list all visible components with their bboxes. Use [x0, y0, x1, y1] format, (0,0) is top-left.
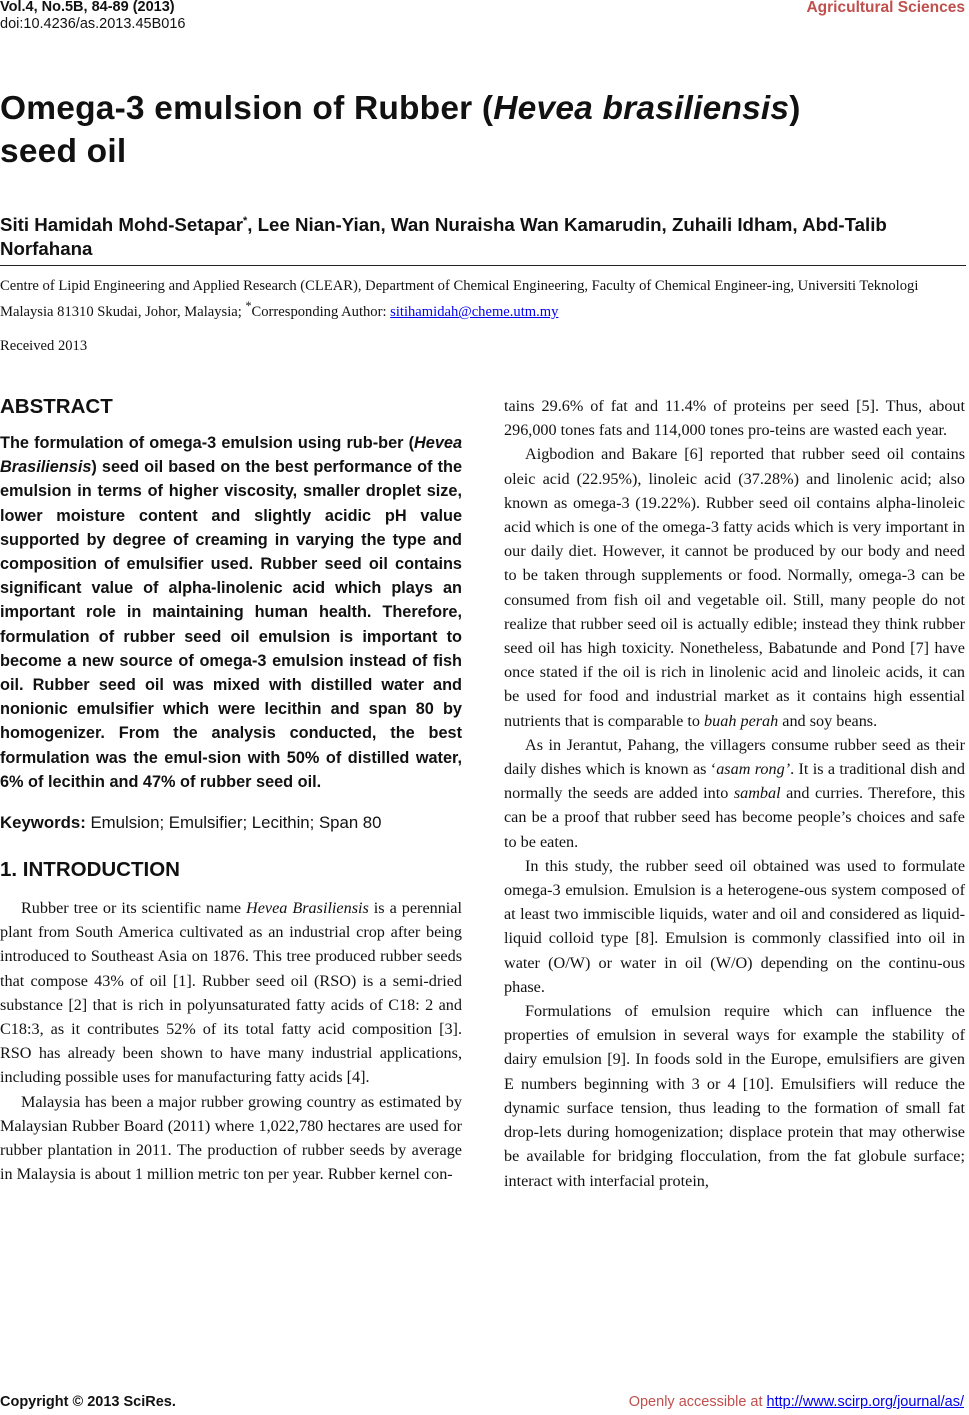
keywords-label: Keywords: [0, 813, 86, 833]
copyright-notice: Copyright © 2013 SciRes. [0, 1394, 176, 1410]
right-column [504, 394, 965, 1193]
journal-name: Agricultural Sciences [806, 0, 965, 16]
volume-info: Vol.4, No.5B, 84-89 (2013) [0, 0, 175, 15]
paragraph-species: Hevea Brasiliensis [246, 899, 369, 918]
body-paragraph [504, 442, 965, 732]
received-date: Received 2013 [0, 338, 88, 354]
paragraph-text: As in Jerantut, Pahang, the villagers consume rubber seed as their daily dishes which is known as ‘ [504, 735, 965, 779]
paragraph-italic: sambal [733, 784, 781, 803]
corresponding-label: Corresponding Author: [251, 303, 391, 320]
abstract-species: Hevea Brasiliensis [0, 434, 462, 477]
header-divider [0, 265, 966, 266]
body-paragraph [504, 733, 965, 854]
title-species: Hevea brasiliensis [493, 90, 790, 127]
keywords [0, 812, 462, 834]
body-paragraph: Formulations of emulsion require which can influence the properties of emulsion in several ways for example the stability of dairy emulsion [9]. In foods sold in the Europe, emulsifiers are given E numbers beginning with 3 or 4 [10]. Emulsifiers will reduce the dynamic surface tension, thus leading to the formation of small fat drop-lets during homogenization; displace protein that may otherwise be available for bridging flocculation, from the fat globule surface; interact with interfacial protein, [504, 1002, 965, 1190]
first-author: Siti Hamidah Mohd-Setapar [0, 214, 243, 236]
running-header [0, 0, 185, 33]
other-authors: , Lee Nian-Yian, Wan Nuraisha Wan Kamarudin, Zuhaili Idham, Abd-Talib Norfahana [0, 214, 887, 260]
title-part: ) [789, 90, 801, 127]
author-list [0, 209, 965, 261]
journal-url-link[interactable]: http://www.scirp.org/journal/as/ [766, 1394, 964, 1410]
body-paragraph: tains 29.6% of fat and 11.4% of proteins per seed [5]. Thus, about 296,000 tones fats and 114,000 tones pro-teins are wasted each year. [504, 397, 965, 440]
abstract-text [0, 431, 462, 794]
abstract-heading: ABSTRACT [0, 395, 113, 418]
intro-paragraph: Malaysia has been a major rubber growing country as estimated by Malaysian Rubber Board (2011) where 1,022,780 hectares are used for rubber plantation in 2011. The production of rubber seeds by average in Malaysia is about 1 million metric ton per year. Rubber kernel con- [0, 1092, 462, 1184]
corresponding-mark: * [242, 215, 248, 227]
access-notice [629, 1394, 964, 1410]
paragraph-text: is a perennial plant from South America cultivated as an industrial crop after being introduced to Southeast Asia on 1876. This tree produced rubber seeds that compose 43% of oil [1]. Rubber seed oil (RSO) is a semi-dried substance [2] that is rich in polyunsaturated fatty acids of C18: 2 and C18:3, as it contributes 52% of its total fatty acid composition [3]. RSO has already been shown to have many industrial applications, including possible uses for manufacturing fatty acids [4]. [0, 899, 462, 1087]
paragraph-text: and curries. Therefore, this can be a proof that rubber seed has become people’s choices and safe to be eaten. [504, 784, 966, 851]
intro-heading: 1. INTRODUCTION [0, 858, 180, 882]
keywords-list: Emulsion; Emulsifier; Lecithin; Span 80 [85, 813, 382, 833]
left-column [0, 394, 462, 1186]
title-part: Omega-3 emulsion of Rubber ( [0, 90, 494, 127]
corresponding-mark: * [245, 299, 252, 313]
abstract-text-part: The formulation of omega-3 emulsion using rub-ber ( [0, 434, 415, 452]
access-label: Openly accessible at [628, 1394, 767, 1410]
affiliation-text: Centre of Lipid Engineering and Applied Research (CLEAR), Department of Chemical Engineering, Faculty of Chemical Engineer-ing, Universiti Teknologi Malaysia 81310 Skudai, Johor, Malaysia; [0, 278, 919, 320]
abstract-text-part: ) seed oil based on the best performance of the emulsion in terms of higher viscosity, smaller droplet size, lower moisture content and slightly acidic pH value supported by degree of creaming in varying the type and composition of emulsifier used. Rubber seed oil contains significant value of alpha-linolenic acid which plays an important role in maintaining human health. Therefore, formulation of rubber seed oil emulsion is important to become a new source of omega-3 emulsion instead of fish oil. Rubber seed oil was mixed with distilled water and nonionic emulsifier which were lecithin and span 80 by homogenizer. From the analysis conducted, the best formulation was the emul-sion with 50% of distilled water, 6% of lecithin and 47% of rubber seed oil. [0, 458, 462, 791]
title-line2: seed oil [0, 133, 127, 170]
paragraph-text: and soy beans. [778, 711, 878, 730]
paragraph-italic: asam rong’ [716, 760, 791, 779]
affiliation [0, 276, 966, 322]
intro-paragraph [0, 896, 462, 1090]
paragraph-text: . It is a traditional dish and normally the seeds are added into [504, 760, 965, 803]
paragraph-text: Rubber tree or its scientific name [21, 899, 247, 918]
author-email-link[interactable]: sitihamidah@cheme.utm.my [390, 303, 559, 320]
doi: doi:10.4236/as.2013.45B016 [0, 16, 186, 32]
paragraph-text: Aigbodion and Bakare [6] reported that rubber seed oil contains oleic acid (22.95%), linoleic acid (37.28%) and linolenic acid; also known as omega-3 (19.22%). Rubber seed oil contains alpha-linoleic acid which is one of the omega-3 fatty acids which is very important in our daily diet. However, it cannot be produced by our body and need to be taken through supplements or food. Normally, omega-3 can be consumed from fish oil and vegetable oil. Still, many people do not realize that rubber seed oil is actually edible; instead they think rubber seed oil has high toxicity. Nonetheless, Babatunde and Pond [7] have once stated if the oil is rich in linolenic acid and linoleic acids, it can be used for food and industrial market as it contains high essential nutrients that is comparable to [504, 445, 965, 730]
paragraph-italic: buah perah [704, 711, 779, 730]
body-paragraph: In this study, the rubber seed oil obtained was used to formulate omega-3 emulsion. Emulsion is a heterogene-ous system composed of at least two immiscible liquids, water and oil and considered as liquid-liquid colloid type [8]. Emulsion is commonly classified into oil in water (O/W) or water in oil (W/O) depending on the continu-ous phase. [504, 856, 965, 996]
paper-title [0, 87, 965, 173]
